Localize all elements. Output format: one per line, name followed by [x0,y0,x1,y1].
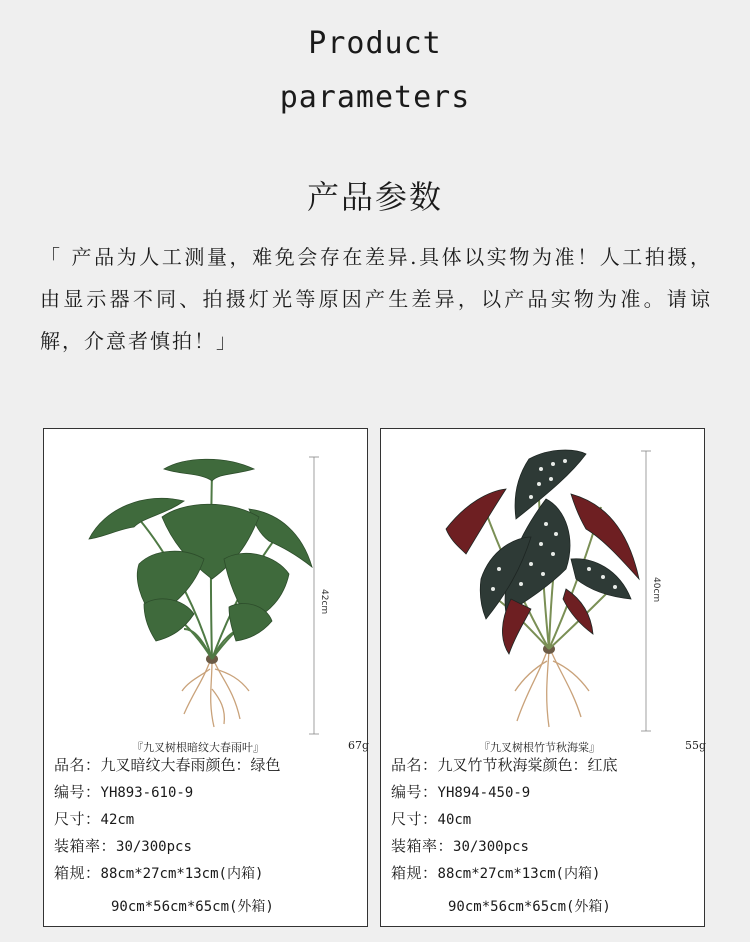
title-cn: 产品参数 [306,178,443,216]
spec-size [54,806,364,833]
product-photo-begonia [381,429,704,754]
spec-list [54,752,364,920]
height-label: 40cm [651,577,661,603]
spec-value: 40cm [437,812,472,828]
spec-value: 九叉暗纹大春雨颜色：绿色 [100,756,281,774]
spec-box-outer [391,893,701,920]
spec-code [54,779,364,806]
title-product: Product [308,26,442,61]
spec-box [391,860,701,887]
spec-value: 42cm [100,812,135,828]
product-weight: 55g [684,739,706,752]
product-caption: 『九叉树根暗纹大春雨叶』 [132,741,264,754]
spec-packing [391,833,701,860]
spec-label: 品名： [54,756,101,774]
disclaimer-notice: 「 产品为人工测量，难免会存在差异.具体以实物为准！人工拍摄，由显示器不同、拍摄灯光等原因产生差异，以产品实物为准。请谅解，介意者慎拍！」 [40,245,712,353]
product-photo-monstera [44,429,367,754]
spec-label: 品名： [391,756,438,774]
spec-label: 编号： [54,783,101,801]
spec-value: YH893-610-9 [100,785,194,801]
spec-value: 九叉竹节秋海棠颜色：红底 [437,756,618,774]
spec-packing [54,833,364,860]
product-caption: 『九叉树根竹节秋海棠』 [479,741,600,754]
spec-label: 编号： [391,783,438,801]
spec-label: 装箱率： [54,837,117,855]
spec-value: 30/300pcs [116,839,192,855]
spec-list [391,752,701,920]
product-weight: 67g [347,739,369,752]
product-card-monstera [43,428,368,927]
spec-value: 30/300pcs [453,839,529,855]
spec-label: 装箱率： [391,837,454,855]
spec-label: 尺寸： [391,810,438,828]
spec-label: 尺寸： [54,810,101,828]
product-card-begonia [380,428,705,927]
spec-code [391,779,701,806]
title-parameters: parameters [279,80,471,115]
spec-label: 箱规： [54,864,101,882]
spec-box-outer [54,893,364,920]
spec-value: 88cm*27cm*13cm(内箱) [100,866,264,882]
spec-name [54,752,364,779]
spec-size [391,806,701,833]
spec-value: 88cm*27cm*13cm(内箱) [437,866,601,882]
height-label: 42cm [319,589,329,615]
spec-value: 90cm*56cm*65cm(外箱) [448,899,611,915]
spec-name [391,752,701,779]
spec-value: 90cm*56cm*65cm(外箱) [111,899,274,915]
spec-label: 箱规： [391,864,438,882]
spec-value: YH894-450-9 [437,785,531,801]
spec-box [54,860,364,887]
